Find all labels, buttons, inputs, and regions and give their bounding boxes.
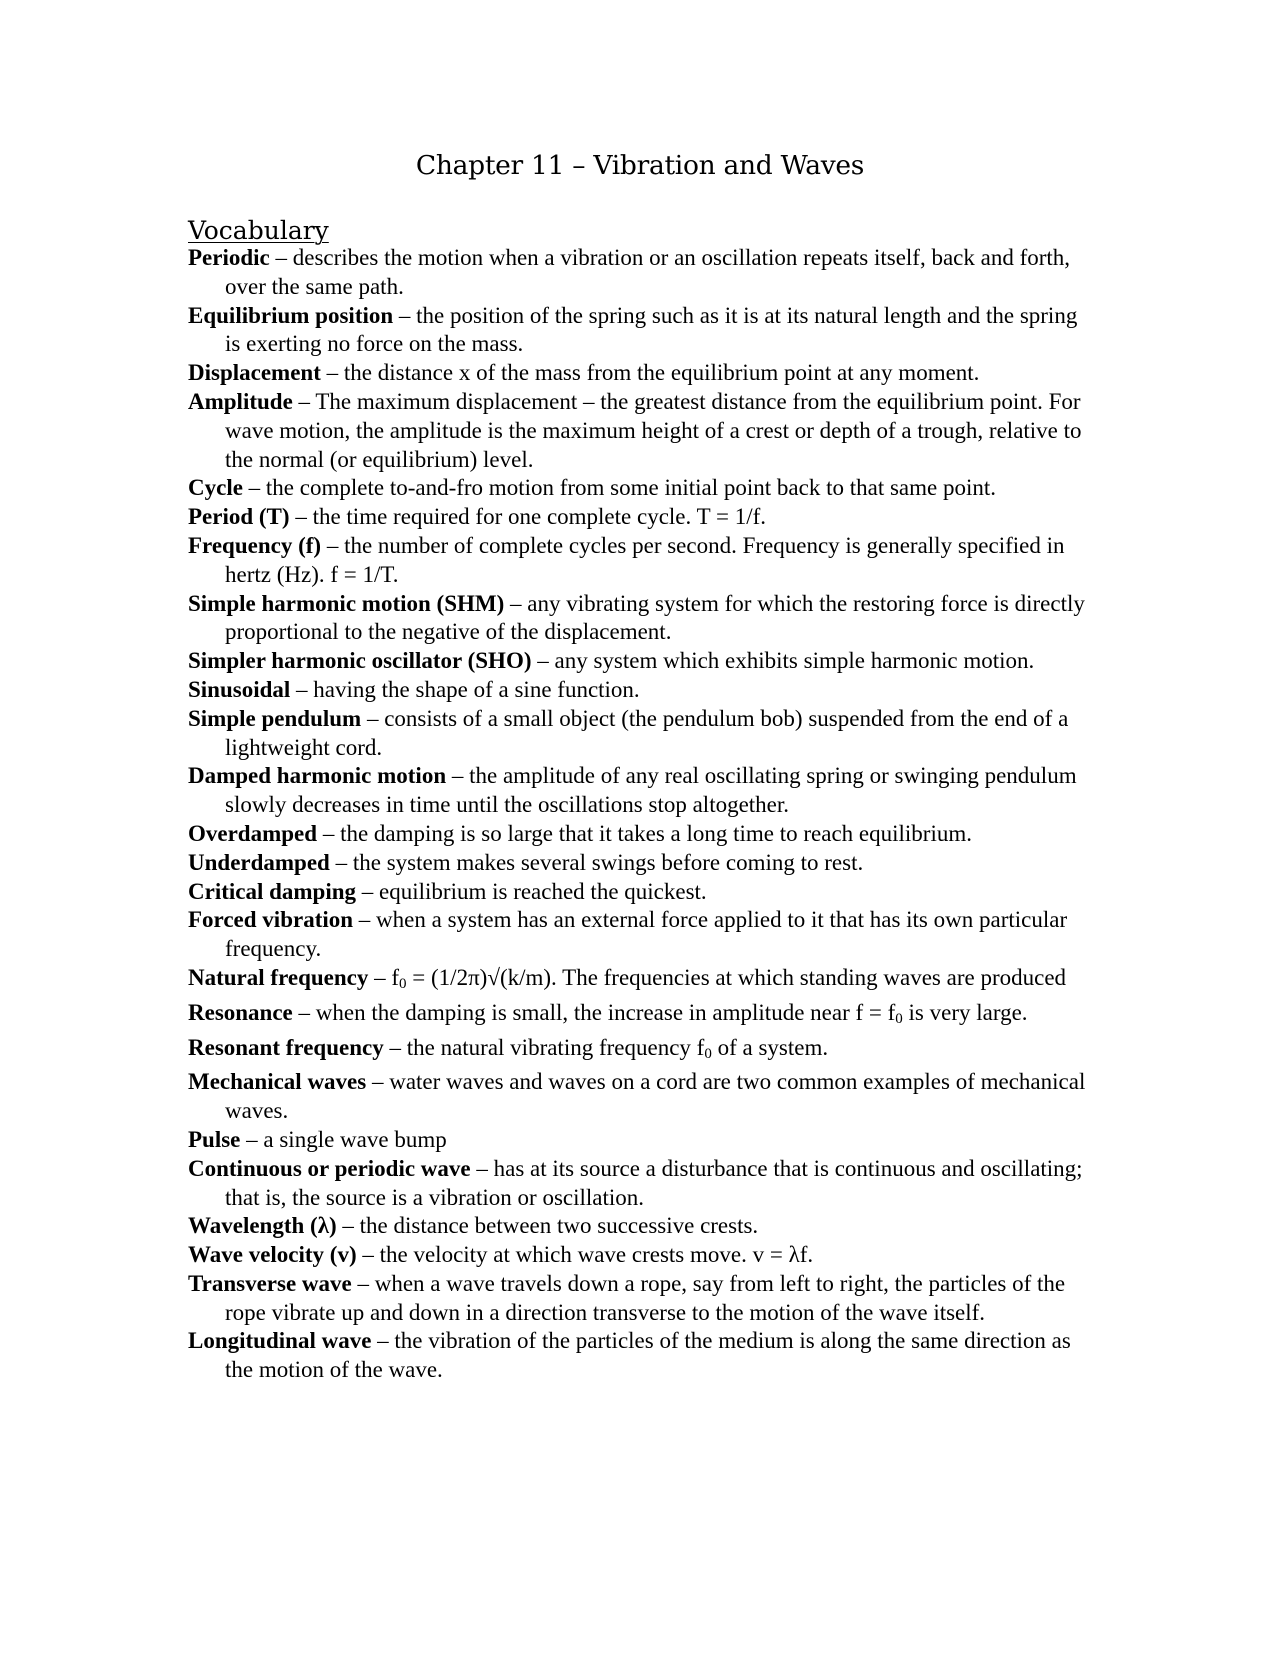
vocab-term: Equilibrium position: [188, 302, 394, 328]
vocab-definition: – the system makes several swings before coming to rest.: [329, 849, 864, 875]
vocab-term: Transverse wave: [188, 1270, 352, 1296]
vocab-term: Simpler harmonic oscillator (SHO): [188, 648, 532, 674]
vocab-entry-cycle: [188, 474, 1093, 503]
vocab-definition: – the position of the spring such as it is at its natural length and the spring is exerting no force on the mass.: [225, 302, 1078, 357]
vocab-term: Longitudinal wave: [188, 1328, 372, 1354]
vocab-entry-forced-vibration: [188, 906, 1093, 964]
vocab-definition: – the number of complete cycles per second. Frequency is generally specified in hertz (Hz). f = 1/T.: [225, 532, 1065, 587]
vocab-term: Resonant frequency: [188, 1034, 384, 1060]
vocab-definition: – The maximum displacement – the greatest distance from the equilibrium point. For wave motion, the amplitude is the maximum height of a crest or depth of a trough, relative to the normal (or equilibrium) level.: [225, 388, 1082, 472]
vocab-entry-mechanical-waves: [188, 1068, 1093, 1126]
vocab-entry-amplitude: [188, 388, 1093, 474]
vocab-definition: – describes the motion when a vibration or an oscillation repeats itself, back and forth, over the same path.: [225, 245, 1071, 299]
vocab-term: Natural frequency: [188, 964, 369, 990]
vocab-term: Frequency (f): [188, 532, 322, 558]
vocab-entry-wavelength: [188, 1212, 1093, 1241]
vocab-definition: – the vibration of the particles of the medium is along the same direction as the motion of the wave.: [225, 1328, 1071, 1383]
subscript: 0: [895, 1010, 903, 1027]
vocab-definition: – when a system has an external force applied to it that has its own particular frequency.: [225, 907, 1068, 962]
vocab-definition: – equilibrium is reached the quickest.: [356, 878, 707, 904]
vocab-definition: – has at its source a disturbance that is continuous and oscillating; that is, the source is a vibration or oscillation.: [225, 1155, 1083, 1210]
vocab-definition: – any system which exhibits simple harmonic motion.: [531, 648, 1035, 674]
vocab-definition: – the velocity at which wave crests move. v = λf.: [356, 1242, 814, 1268]
vocab-entry-damped-harmonic-motion: [188, 762, 1093, 820]
vocab-term: Amplitude: [188, 388, 293, 414]
vocab-definition-part: – the natural vibrating frequency f: [383, 1034, 705, 1060]
vocab-definition: – the complete to-and-fro motion from some initial point back to that same point.: [242, 475, 997, 501]
vocab-definition: – the distance x of the mass from the equilibrium point at any moment.: [320, 360, 980, 386]
vocab-definition: – when a wave travels down a rope, say from left to right, the particles of the rope vibrate up and down in a direction transverse to the motion of the wave itself.: [225, 1270, 1066, 1325]
vocab-entry-critical-damping: [188, 878, 1093, 907]
page-title: Chapter 11 – Vibration and Waves: [415, 150, 865, 181]
vocab-definition: – the time required for one complete cycle. T = 1/f.: [289, 504, 766, 530]
vocab-term: Displacement: [188, 360, 321, 386]
vocab-entry-natural-frequency: [188, 964, 1093, 999]
vocab-entry-periodic: [188, 244, 1093, 302]
vocab-entry-overdamped: [188, 820, 1093, 849]
vocab-entry-resonant-frequency: [188, 1034, 1093, 1069]
vocab-term: Cycle: [188, 475, 243, 501]
subscript: 0: [399, 975, 407, 992]
vocab-definition-part: – when the damping is small, the increase in amplitude near f = f: [292, 999, 896, 1025]
vocab-term: Wave velocity (v): [188, 1242, 357, 1268]
vocab-term: Resonance: [188, 999, 293, 1025]
vocab-entry-frequency: [188, 532, 1093, 590]
vocab-entry-sinusoidal: [188, 676, 1093, 705]
vocab-entry-displacement: [188, 359, 1093, 388]
vocab-entry-simple-pendulum: [188, 705, 1093, 763]
vocab-entry-transverse-wave: [188, 1270, 1093, 1328]
vocab-term: Mechanical waves: [188, 1069, 367, 1095]
vocab-entry-longitudinal-wave: [188, 1327, 1093, 1385]
vocab-term: Sinusoidal: [188, 676, 291, 702]
vocab-entry-resonance: [188, 999, 1093, 1034]
vocab-term: Overdamped: [188, 820, 318, 846]
vocab-entry-pulse: [188, 1126, 1093, 1155]
vocab-entry-simple-harmonic-oscillator: [188, 647, 1093, 676]
vocab-definition: – having the shape of a sine function.: [290, 676, 640, 702]
vocab-term: Period (T): [188, 504, 290, 530]
vocab-entry-period: [188, 503, 1093, 532]
vocab-definition: – the amplitude of any real oscillating spring or swinging pendulum slowly decreases in time until the oscillations stop altogether.: [225, 763, 1077, 818]
vocab-definition: – the damping is so large that it takes a long time to reach equilibrium.: [317, 820, 972, 846]
vocab-definition-part: – f: [368, 964, 400, 990]
vocab-term: Pulse: [188, 1126, 241, 1152]
vocab-entry-simple-harmonic-motion: [188, 590, 1093, 648]
section-heading: Vocabulary: [188, 216, 329, 245]
vocab-term: Forced vibration: [188, 907, 354, 933]
vocab-term: Wavelength (λ): [188, 1213, 337, 1239]
vocab-definition-part: of a system.: [711, 1034, 829, 1060]
vocab-entry-continuous-wave: [188, 1155, 1093, 1213]
vocab-term: Continuous or periodic wave: [188, 1155, 471, 1181]
vocab-term: Critical damping: [188, 878, 357, 904]
vocab-definition: – consists of a small object (the pendulum bob) suspended from the end of a lightweight cord.: [225, 705, 1069, 760]
vocab-term: Periodic: [188, 245, 270, 270]
vocab-term: Damped harmonic motion: [188, 763, 447, 789]
vocabulary-section: [188, 216, 1093, 1385]
vocab-term: Simple pendulum: [188, 705, 362, 731]
vocab-entry-underdamped: [188, 849, 1093, 878]
vocab-definition: – any vibrating system for which the restoring force is directly proportional to the negative of the displacement.: [225, 590, 1085, 645]
vocab-definition: – a single wave bump: [240, 1126, 447, 1152]
vocab-definition-part: is very large.: [902, 999, 1028, 1025]
vocab-definition-part: = (1/2π)√(k/m). The frequencies at which standing waves are produced: [406, 964, 1067, 990]
vocab-entry-wave-velocity: [188, 1241, 1093, 1270]
vocab-definition: – water waves and waves on a cord are two common examples of mechanical waves.: [225, 1069, 1086, 1124]
vocab-entry-equilibrium-position: [188, 302, 1093, 360]
vocab-definition: – the distance between two successive crests.: [336, 1213, 759, 1239]
vocab-term: Simple harmonic motion (SHM): [188, 590, 505, 616]
vocab-term: Underdamped: [188, 849, 330, 875]
subscript: 0: [704, 1045, 712, 1062]
